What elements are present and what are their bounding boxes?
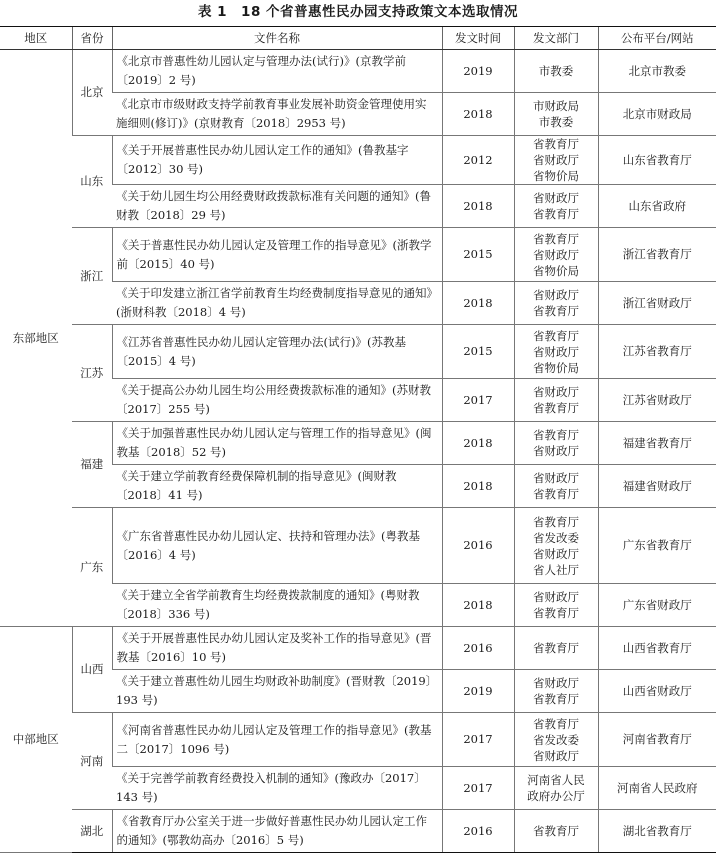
doc-name-cell: 《关于提高公办幼儿园生均公用经费拨款标准的通知》(苏财教〔2017〕255 号)	[112, 379, 442, 422]
issuing-dept-cell: 省教育厅 省财政厅 省物价局	[514, 228, 598, 282]
region-cell-central: 中部地区	[0, 627, 72, 853]
issue-year-cell: 2018	[442, 584, 514, 627]
platform-cell: 河南省教育厅	[598, 713, 716, 767]
region-cell-east: 东部地区	[0, 50, 72, 627]
platform-cell: 北京市财政局	[598, 93, 716, 136]
issuing-dept-cell: 河南省人民 政府办公厅	[514, 767, 598, 810]
province-cell-jiangsu: 江苏	[72, 325, 112, 422]
issue-year-cell: 2018	[442, 93, 514, 136]
platform-cell: 江苏省财政厅	[598, 379, 716, 422]
table-row	[0, 325, 716, 379]
table-row	[0, 50, 716, 93]
platform-cell: 河南省人民政府	[598, 767, 716, 810]
issuing-dept-cell: 省财政厅 省教育厅	[514, 379, 598, 422]
issue-year-cell: 2017	[442, 713, 514, 767]
doc-name-cell: 《关于完善学前教育经费投入机制的通知》(豫政办〔2017〕143 号)	[112, 767, 442, 810]
issue-year-cell: 2019	[442, 50, 514, 93]
issuing-dept-cell: 省财政厅 省教育厅	[514, 670, 598, 713]
issue-year-cell: 2019	[442, 670, 514, 713]
issue-year-cell: 2016	[442, 810, 514, 853]
province-cell-guangdong: 广东	[72, 508, 112, 627]
platform-cell: 湖北省教育厅	[598, 810, 716, 853]
platform-cell: 北京市教委	[598, 50, 716, 93]
issuing-dept-cell: 省教育厅	[514, 627, 598, 670]
platform-cell: 江苏省教育厅	[598, 325, 716, 379]
issuing-dept-cell: 省财政厅 省教育厅	[514, 584, 598, 627]
issue-year-cell: 2018	[442, 465, 514, 508]
issue-year-cell: 2018	[442, 185, 514, 228]
table-row	[0, 422, 716, 465]
province-cell-henan: 河南	[72, 713, 112, 810]
province-cell-shanxi: 山西	[72, 627, 112, 713]
issue-year-cell: 2018	[442, 422, 514, 465]
header-row	[0, 27, 716, 50]
doc-name-cell: 《江苏省普惠性民办幼儿园认定管理办法(试行)》(苏教基〔2015〕4 号)	[112, 325, 442, 379]
platform-cell: 广东省财政厅	[598, 584, 716, 627]
platform-cell: 福建省财政厅	[598, 465, 716, 508]
province-cell-shandong: 山东	[72, 136, 112, 228]
doc-name-cell: 《关于建立学前教育经费保障机制的指导意见》(闽财教〔2018〕41 号)	[112, 465, 442, 508]
table-row	[0, 627, 716, 670]
issuing-dept-cell: 省财政厅 省教育厅	[514, 282, 598, 325]
province-cell-zhejiang: 浙江	[72, 228, 112, 325]
header-issuing-dept: 发文部门	[514, 27, 598, 50]
doc-name-cell: 《关于印发建立浙江省学前教育生均经费制度指导意见的通知》(浙财科教〔2018〕4 号)	[112, 282, 442, 325]
header-region: 地区	[0, 27, 72, 50]
table-row	[0, 136, 716, 185]
issue-year-cell: 2018	[442, 282, 514, 325]
doc-name-cell: 《关于普惠性民办幼儿园认定及管理工作的指导意见》(浙教学前〔2015〕40 号)	[112, 228, 442, 282]
issuing-dept-cell: 省教育厅 省财政厅 省物价局	[514, 325, 598, 379]
table-row	[0, 810, 716, 853]
issuing-dept-cell: 省教育厅 省发改委 省财政厅	[514, 713, 598, 767]
province-cell-hubei: 湖北	[72, 810, 112, 853]
doc-name-cell: 《关于加强普惠性民办幼儿园认定与管理工作的指导意见》(闽教基〔2018〕52 号)	[112, 422, 442, 465]
platform-cell: 福建省教育厅	[598, 422, 716, 465]
header-platform: 公布平台/网站	[598, 27, 716, 50]
platform-cell: 山东省政府	[598, 185, 716, 228]
platform-cell: 广东省教育厅	[598, 508, 716, 584]
platform-cell: 浙江省教育厅	[598, 228, 716, 282]
doc-name-cell: 《关于建立普惠性幼儿园生均财政补助制度》(晋财教〔2019〕193 号)	[112, 670, 442, 713]
doc-name-cell: 《北京市普惠性幼儿园认定与管理办法(试行)》(京教学前〔2019〕2 号)	[112, 50, 442, 93]
doc-name-cell: 《省教育厅办公室关于进一步做好普惠性民办幼儿园认定工作的通知》(鄂教幼高办〔2016〕5 号)	[112, 810, 442, 853]
doc-name-cell: 《关于幼儿园生均公用经费财政拨款标准有关问题的通知》(鲁财教〔2018〕29 号)	[112, 185, 442, 228]
header-province: 省份	[72, 27, 112, 50]
province-cell-beijing: 北京	[72, 50, 112, 136]
issue-year-cell: 2016	[442, 627, 514, 670]
issue-year-cell: 2017	[442, 767, 514, 810]
issuing-dept-cell: 省教育厅	[514, 810, 598, 853]
issuing-dept-cell: 市财政局 市教委	[514, 93, 598, 136]
doc-name-cell: 《关于开展普惠性民办幼儿园认定及奖补工作的指导意见》(晋教基〔2016〕10 号)	[112, 627, 442, 670]
issue-year-cell: 2016	[442, 508, 514, 584]
header-issue-time: 发文时间	[442, 27, 514, 50]
issuing-dept-cell: 省财政厅 省教育厅	[514, 185, 598, 228]
policy-table	[0, 26, 716, 853]
province-cell-fujian: 福建	[72, 422, 112, 508]
doc-name-cell: 《北京市市级财政支持学前教育事业发展补助资金管理使用实施细则(修订)》(京财教育〔2018〕2953 号)	[112, 93, 442, 136]
doc-name-cell: 《关于建立全省学前教育生均经费拨款制度的通知》(粤财教〔2018〕336 号)	[112, 584, 442, 627]
platform-cell: 山西省教育厅	[598, 627, 716, 670]
platform-cell: 山东省教育厅	[598, 136, 716, 185]
platform-cell: 浙江省财政厅	[598, 282, 716, 325]
table-title: 表 1 18 个省普惠性民办园支持政策文本选取情况	[197, 4, 519, 20]
issuing-dept-cell: 省财政厅 省教育厅	[514, 465, 598, 508]
platform-cell: 山西省财政厅	[598, 670, 716, 713]
issue-year-cell: 2017	[442, 379, 514, 422]
issue-year-cell: 2015	[442, 228, 514, 282]
issuing-dept-cell: 市教委	[514, 50, 598, 93]
issuing-dept-cell: 省教育厅 省财政厅 省物价局	[514, 136, 598, 185]
table-row	[0, 508, 716, 584]
doc-name-cell: 《关于开展普惠性民办幼儿园认定工作的通知》(鲁教基字〔2012〕30 号)	[112, 136, 442, 185]
doc-name-cell: 《河南省普惠性民办幼儿园认定及管理工作的指导意见》(教基二〔2017〕1096 号)	[112, 713, 442, 767]
table-row	[0, 228, 716, 282]
issue-year-cell: 2015	[442, 325, 514, 379]
header-doc-name: 文件名称	[112, 27, 442, 50]
issue-year-cell: 2012	[442, 136, 514, 185]
doc-name-cell: 《广东省普惠性民办幼儿园认定、扶持和管理办法》(粤教基〔2016〕4 号)	[112, 508, 442, 584]
issuing-dept-cell: 省教育厅 省发改委 省财政厅 省人社厅	[514, 508, 598, 584]
issuing-dept-cell: 省教育厅 省财政厅	[514, 422, 598, 465]
table-row	[0, 713, 716, 767]
